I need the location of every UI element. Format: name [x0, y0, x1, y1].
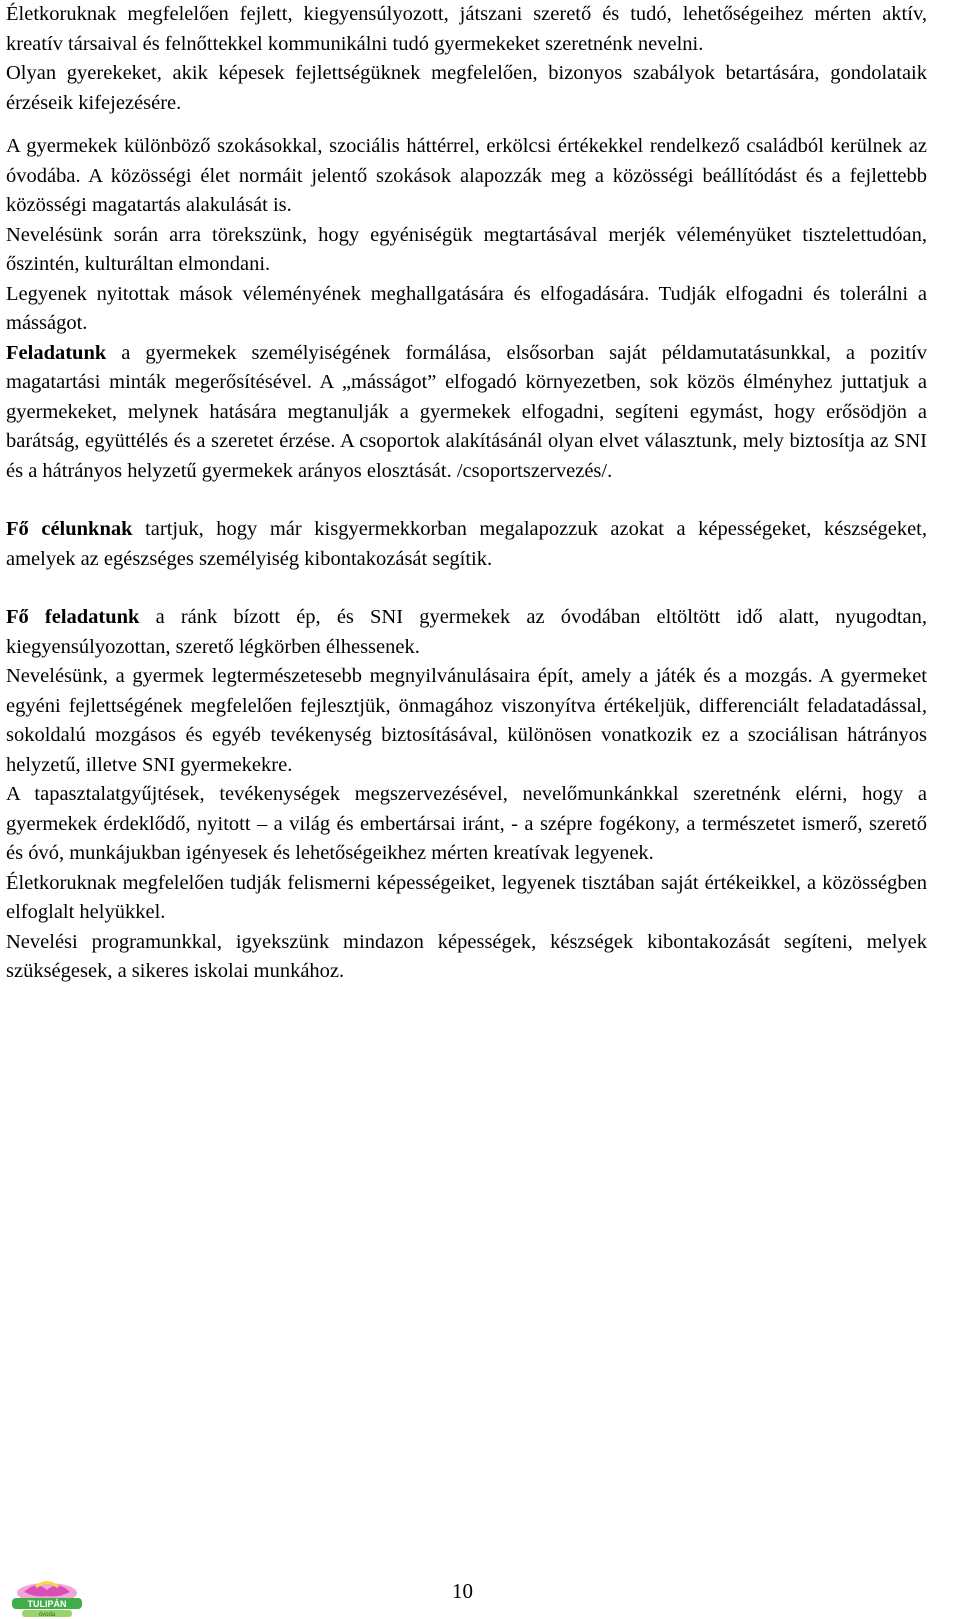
document-page	[6, 0, 927, 987]
paragraph-feladatunk	[6, 339, 927, 487]
paragraph-12: Nevelési programunkkal, igyekszünk mindazon képességek, készségek kibontakozását segíteni, melyek szükségesek, a sikeres iskolai munkához.	[6, 930, 927, 982]
tulipan-ovoda-logo-icon	[6, 1578, 88, 1618]
paragraph-2: Olyan gyerekeket, akik képesek fejlettségüknek megfelelően, bizonyos szabályok betartására, gondolataik érzéseik kifejezésére.	[6, 62, 927, 114]
paragraph-10: A tapasztalatgyűjtések, tevékenységek megszervezésével, nevelőmunkánkkal szeretnénk elérni, hogy a gyermekek érdeklődő, nyitott – a világ és embertársai iránt, - a szépre fogékony, a természetet ismerő, szerető és óvó, munkájukban igényesek és lehetőségeikhez mérten kreatívak legyenek.	[6, 783, 927, 864]
page-number: 10	[452, 1579, 473, 1603]
paragraph-3: A gyermekek különböző szokásokkal, szociális háttérrel, erkölcsi értékekkel rendelkező családból kerülnek az óvodába. A közösségi élet normáit jelentő szokások alapozzák meg a közösségi beállítódást és a fejlettebb közösségi magatartás alakulását is.	[6, 135, 927, 216]
paragraph-4: Nevelésünk során arra törekszünk, hogy egyéniségük megtartásával merjék véleményüket tisztelettudóan, őszintén, kulturáltan elmondani.	[6, 223, 927, 275]
paragraph-fo-celunknak	[6, 515, 927, 574]
svg-text:óvoda: óvoda	[38, 1612, 56, 1618]
paragraph-gap	[6, 486, 927, 515]
paragraph-body: a gyermekek személyiségének formálása, elsősorban saját példamutatásunkkal, a pozitív magatartási minták megerősítésével. A „másságot” elfogadó környezetben, sok közös élményhez juttatjuk a gyermekeket, melynek hatására megtanulják a gyermekek elfogadni, segíteni egymást, hogy erősödjön a barátság, együttélés és a szeretet érzése. A csoportok alakításánál olyan elvet választunk, mely biztosítja az SNI és a hátrányos helyzetű gyermekek arányos elosztását. /csoportszervezés/.	[6, 341, 927, 482]
paragraph-body: a ránk bízott ép, és SNI gyermekek az óvodában eltöltött idő alatt, nyugodtan, kiegyensúlyozottan, szerető légkörben élhessenek.	[6, 606, 927, 658]
paragraph-body: tartjuk, hogy már kisgyermekkorban megalapozzuk azokat a képességeket, készségeket, amelyek az egészséges személyiség kibontakozását segítik.	[6, 518, 927, 570]
paragraph-gap	[6, 574, 927, 603]
paragraph-lead-bold: Feladatunk	[6, 341, 107, 364]
paragraph-1: Életkoruknak megfelelően fejlett, kiegyensúlyozott, játszani szerető és tudó, lehetőségeihez mérten aktív, kreatív társaival és felnőttekkel kommunikálni tudó gyermekeket szeretnénk nevelni.	[6, 3, 927, 55]
paragraph-lead-bold: Fő feladatunk	[6, 606, 140, 628]
paragraph-5: Legyenek nyitottak mások véleményének meghallgatására és elfogadására. Tudják elfogadni és tolerálni a másságot.	[6, 282, 927, 334]
paragraph-lead-bold: Fő célunknak	[6, 518, 133, 540]
paragraph-gap	[6, 118, 927, 132]
svg-text:TULIPÁN: TULIPÁN	[27, 1599, 67, 1609]
paragraph-11: Életkoruknak megfelelően tudják felismerni képességeiket, legyenek tisztában saját értékeikkel, a közösségben elfoglalt helyükkel.	[6, 871, 927, 923]
paragraph-9: Nevelésünk, a gyermek legtermészetesebb megnyilvánulásaira épít, amely a játék és a mozgás. A gyermeket egyéni fejlettségének megfelelően fejlesztjük, önmagához viszonyítva értékeljük, differenciált feladatadással, sokoldalú mozgásos és egyéb tevékenység biztosításával, különösen vonatkozik ez a szociálisan hátrányos helyzetű, illetve SNI gyermekekre.	[6, 665, 927, 776]
paragraph-fo-feladatunk	[6, 603, 927, 662]
